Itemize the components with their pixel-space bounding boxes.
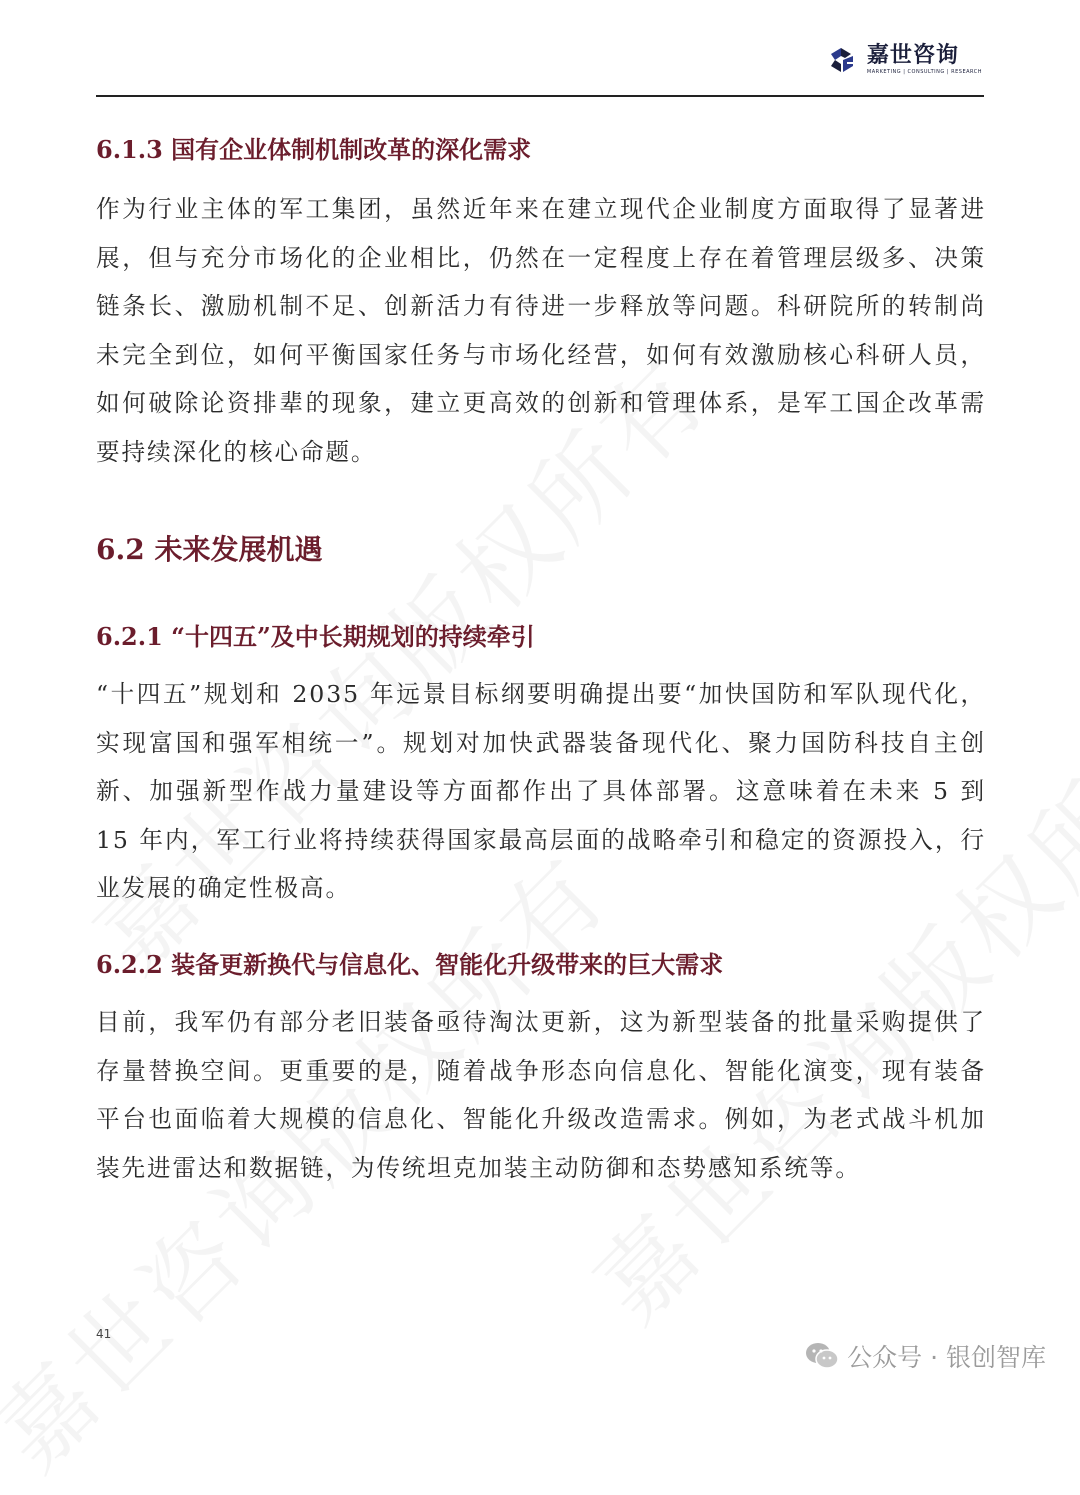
- heading-6-2: 6.2 未来发展机遇: [96, 533, 323, 566]
- heading-6-2-1: 6.2.1 “十四五”及中长期规划的持续牵引: [96, 622, 535, 651]
- logo-name: 嘉世咨询: [866, 43, 959, 68]
- heading-6-2-2: 6.2.2 装备更新换代与信息化、智能化升级带来的巨大需求: [96, 950, 724, 979]
- brand-logo: [827, 44, 982, 76]
- wechat-icon: [805, 1341, 839, 1371]
- paragraph-6-1-3: 作为行业主体的军工集团，虽然近年来在建立现代企业制度方面取得了显著进展，但与充分市场化的企业相比，仍然在一定程度上存在着管理层级多、决策链条长、激励机制不足、创新活力有待进一步释放等问题。科研院所的转制尚未完全到位，如何平衡国家任务与市场化经营，如何有效激励核心科研人员，如何破除论资排辈的现象，建立更高效的创新和管理体系，是军工国企改革需要持续深化的核心命题。: [96, 195, 986, 466]
- wechat-label: 公众号 · 银创智库: [847, 1343, 1046, 1372]
- wechat-source: [805, 1338, 1046, 1374]
- paragraph-6-2-1: “十四五”规划和 2035 年远景目标纲要明确提出要“加快国防和军队现代化，实现富国和强军相统一”。规划对加快武器装备现代化、聚力国防科技自主创新、加强新型作战力量建设等方面都作出了具体部署。这意味着在未来 5 到 15 年内，军工行业将持续获得国家最高层面的战略牵引和稳定的资源投入，行业发展的确定性极高。: [96, 680, 986, 903]
- heading-6-1-3: 6.1.3 国有企业体制机制改革的深化需求: [96, 135, 532, 164]
- page-number: 41: [96, 1327, 112, 1341]
- paragraph-6-2-2: 目前，我军仍有部分老旧装备亟待淘汰更新，这为新型装备的批量采购提供了存量替换空间。更重要的是，随着战争形态向信息化、智能化演变，现有装备平台也面临着大规模的信息化、智能化升级改造需求。例如，为老式战斗机加装先进雷达和数据链，为传统坦克加装主动防御和态势感知系统等。: [96, 1008, 986, 1182]
- header-divider: [96, 95, 984, 97]
- logo-mark-icon: [827, 44, 859, 76]
- logo-tagline: MARKETING | CONSULTING | RESEARCH: [866, 69, 982, 75]
